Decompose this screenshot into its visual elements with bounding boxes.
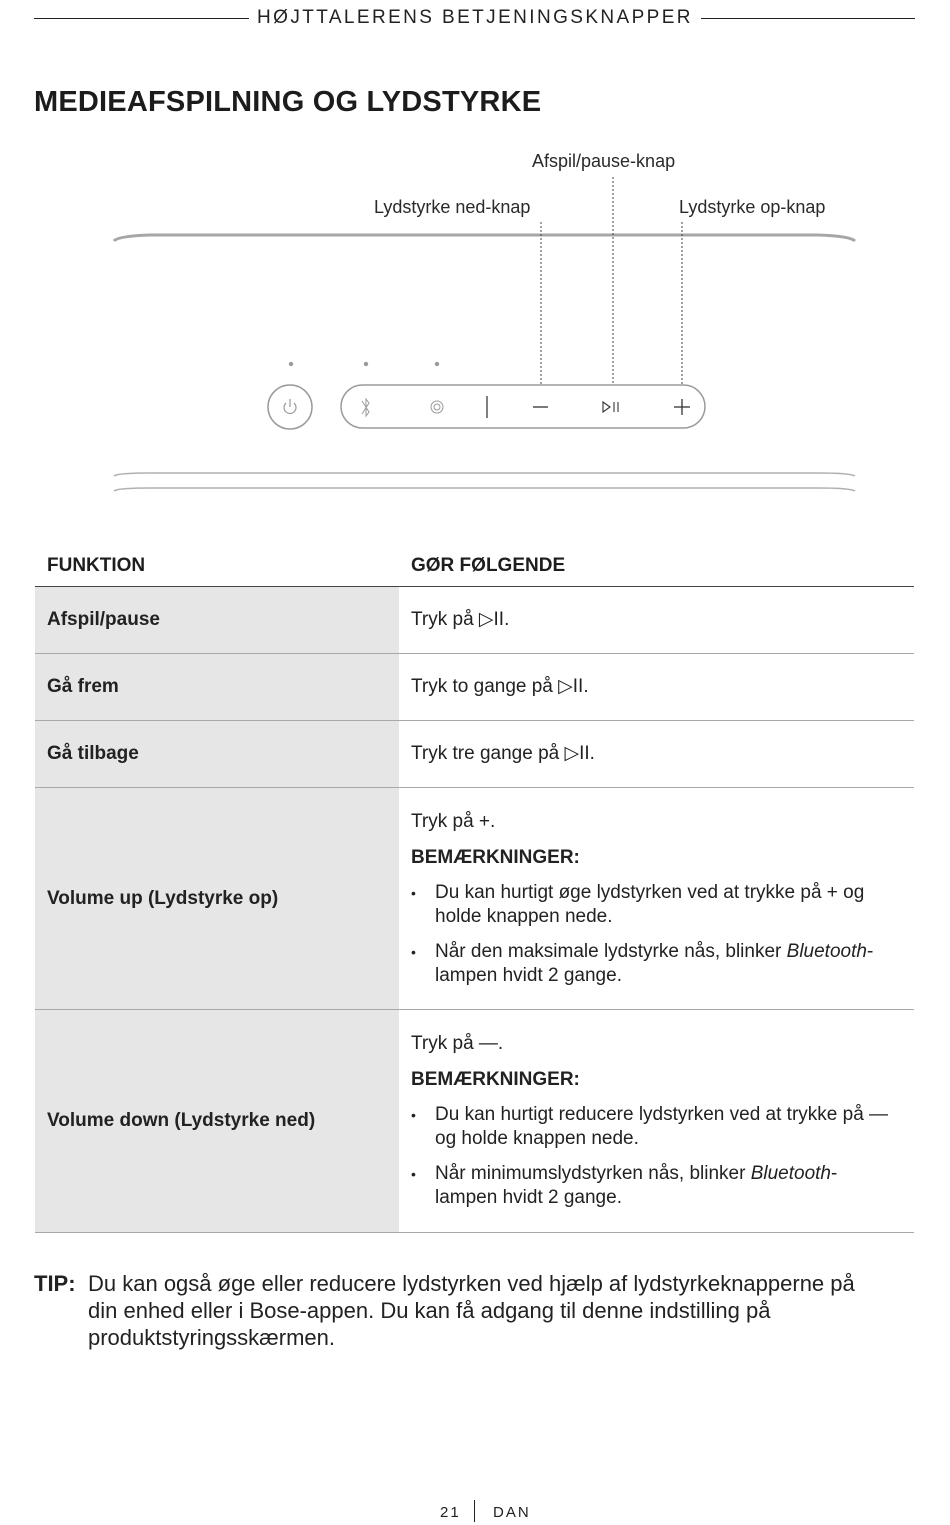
note-item: • Du kan hurtigt øge lydstyrken ved at trykke på + og holde knappen nede.: [411, 881, 865, 927]
button-strip: [341, 385, 705, 428]
notes-heading: BEMÆRKNINGER:: [411, 1069, 580, 1090]
tip-label: TIP:: [34, 1271, 76, 1296]
action-cell: [399, 587, 914, 653]
page-title: MEDIEAFSPILNING OG LYDSTYRKE: [34, 86, 542, 118]
table-row: [35, 721, 914, 788]
callout-play-pause: Afspil/pause-knap: [532, 151, 676, 171]
speaker-base-edge: [114, 488, 855, 491]
tip-box: [34, 1270, 884, 1351]
column-header-action: GØR FØLGENDE: [411, 555, 566, 576]
power-indicator-light: [289, 362, 293, 366]
function-cell: Gå tilbage: [35, 721, 399, 787]
table-header: [35, 548, 914, 587]
controls-table: [35, 548, 914, 1233]
action-text: Tryk to gange på ▷II.: [411, 676, 589, 697]
table-row: [35, 587, 914, 654]
table-row: [35, 788, 914, 1010]
note-item: • Når den maksimale lydstyrke nås, blinker Bluetooth-lampen hvidt 2 gange.: [411, 940, 874, 986]
action-text: Tryk tre gange på ▷II.: [411, 743, 595, 764]
action-text: Tryk på —.: [411, 1033, 504, 1054]
action-cell: [399, 788, 914, 1009]
function-cell: Afspil/pause: [35, 587, 399, 653]
note-item: • Du kan hurtigt reducere lydstyrken ved at trykke på — og holde knappen nede.: [411, 1104, 889, 1149]
bluetooth-indicator-light: [364, 362, 368, 366]
callout-volume-down: Lydstyrke ned-knap: [374, 197, 531, 217]
table-row: [35, 1010, 914, 1233]
note-item: • Når minimumslydstyrken nås, blinker Bluetooth-lampen hvidt 2 gange.: [411, 1163, 838, 1208]
action-indicator-light: [435, 362, 439, 366]
function-cell: Gå frem: [35, 654, 399, 720]
speaker-diagram: [0, 140, 950, 520]
speaker-bottom-edge: [114, 473, 855, 476]
section-header: HØJTTALERENS BETJENINGSKNAPPER: [0, 7, 950, 29]
notes-heading: BEMÆRKNINGER:: [411, 846, 580, 868]
action-cell: [399, 654, 914, 720]
function-cell: Volume up (Lydstyrke op): [35, 788, 399, 1009]
table-row: [35, 654, 914, 721]
language-code: DAN: [493, 1504, 531, 1521]
action-cell: [399, 721, 914, 787]
power-button: [268, 385, 312, 429]
action-text: Tryk på +.: [411, 810, 496, 832]
callout-volume-up: Lydstyrke op-knap: [679, 197, 826, 217]
action-cell: [399, 1010, 914, 1232]
column-header-function: FUNKTION: [47, 555, 146, 576]
action-text: Tryk på ▷II.: [411, 609, 510, 630]
page-number: 21: [440, 1504, 461, 1521]
footer-divider: [474, 1500, 475, 1522]
tip-text: Du kan også øge eller reducere lydstyrken ved hjælp af lydstyrkeknapperne på din enhed eller i Bose-appen. Du kan få adgang til denne indstilling på produktstyringsskærmen.: [88, 1271, 855, 1350]
speaker-top-edge: [114, 235, 855, 241]
function-cell: Volume down (Lydstyrke ned): [35, 1010, 399, 1232]
